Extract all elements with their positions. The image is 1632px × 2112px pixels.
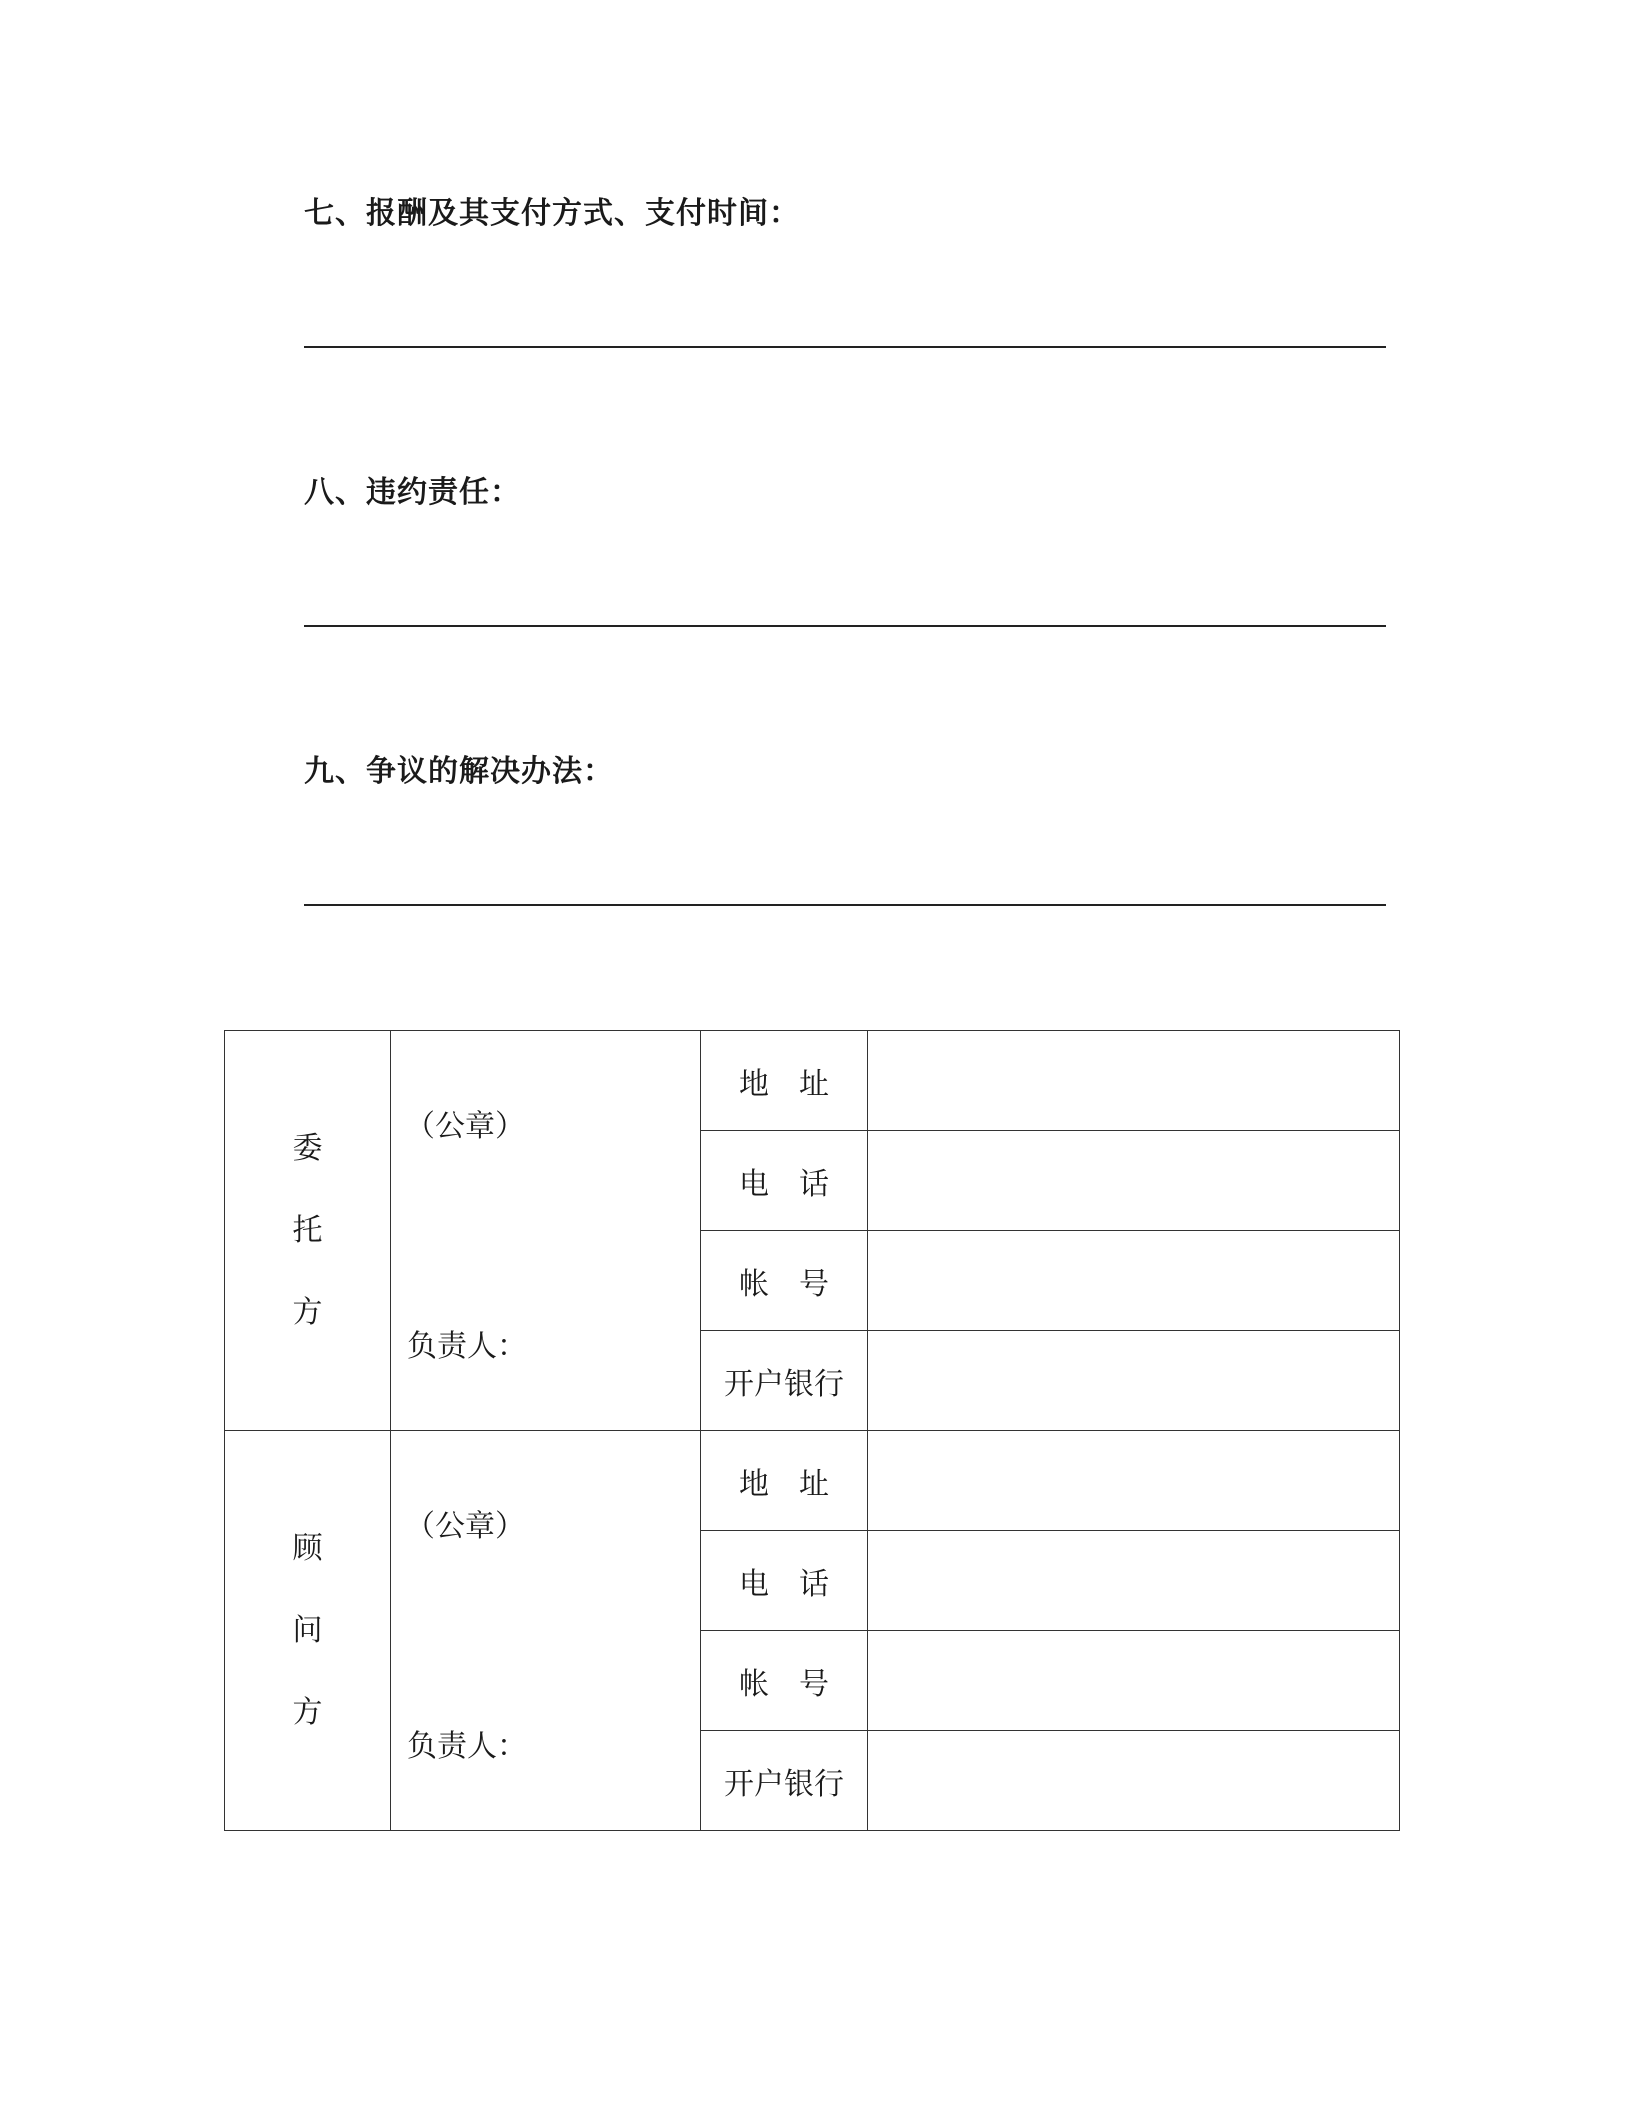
section-heading-breach: 八、违约责任： xyxy=(304,475,521,510)
client-party-label xyxy=(225,1031,391,1431)
client-account-field[interactable] xyxy=(868,1231,1400,1331)
phone-label: 电 话 xyxy=(701,1531,868,1631)
party-char: 问 xyxy=(292,1612,323,1648)
section-heading-dispute: 九、争议的解决办法： xyxy=(304,754,614,789)
responsible-person-label: 负责人： xyxy=(407,1729,527,1764)
phone-label: 电 话 xyxy=(701,1131,868,1231)
seal-label: （公章） xyxy=(405,1509,525,1544)
payment-blank-line[interactable] xyxy=(304,346,1386,348)
address-label: 地 址 xyxy=(701,1431,868,1531)
signature-table xyxy=(224,1030,1400,1831)
seal-label: （公章） xyxy=(405,1109,525,1144)
party-char: 托 xyxy=(292,1212,323,1248)
party-char: 方 xyxy=(292,1294,323,1330)
responsible-person-label: 负责人： xyxy=(407,1329,527,1364)
dispute-blank-line[interactable] xyxy=(304,904,1386,906)
account-label: 帐 号 xyxy=(701,1231,868,1331)
client-seal-area[interactable] xyxy=(391,1031,701,1431)
bank-label: 开户银行 xyxy=(701,1331,868,1431)
consultant-seal-area[interactable] xyxy=(391,1431,701,1831)
address-label: 地 址 xyxy=(701,1031,868,1131)
account-label: 帐 号 xyxy=(701,1631,868,1731)
breach-blank-line[interactable] xyxy=(304,625,1386,627)
consultant-phone-field[interactable] xyxy=(868,1531,1400,1631)
client-phone-field[interactable] xyxy=(868,1131,1400,1231)
client-bank-field[interactable] xyxy=(868,1331,1400,1431)
table-row xyxy=(225,1031,1400,1131)
section-heading-payment: 七、报酬及其支付方式、支付时间： xyxy=(304,196,800,231)
consultant-party-label xyxy=(225,1431,391,1831)
consultant-account-field[interactable] xyxy=(868,1631,1400,1731)
consultant-address-field[interactable] xyxy=(868,1431,1400,1531)
party-char: 顾 xyxy=(292,1530,323,1566)
consultant-bank-field[interactable] xyxy=(868,1731,1400,1831)
bank-label: 开户银行 xyxy=(701,1731,868,1831)
party-char: 方 xyxy=(292,1694,323,1730)
table-row xyxy=(225,1431,1400,1531)
party-char: 委 xyxy=(292,1130,323,1166)
client-address-field[interactable] xyxy=(868,1031,1400,1131)
